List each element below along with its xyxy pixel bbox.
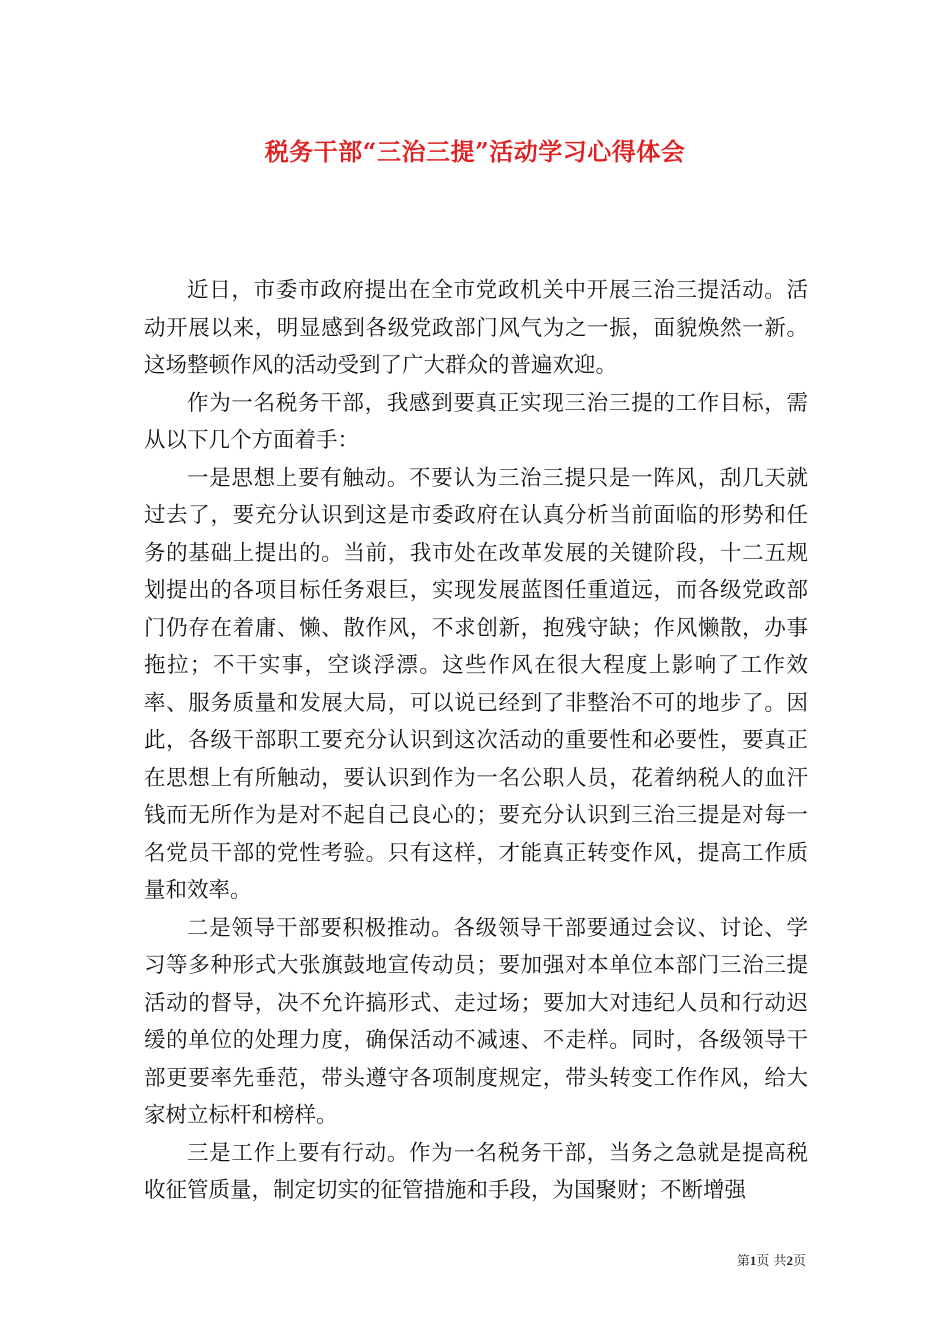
- paragraph-3: 一是思想上要有触动。不要认为三治三提只是一阵风，刮几天就过去了，要充分认识到这是市委政府在认真分析当前面临的形势和任务的基础上提出的。当前，我市处在改革发展的关键阶段，十二五规划提出的各项目标任务艰巨，实现发展蓝图任重道远，而各级党政部门仍存在着庸、懒、散作风，不求创新，抱残守缺；作风懒散，办事拖拉；不干实事，空谈浮漂。这些作风在很大程度上影响了工作效率、服务质量和发展大局，可以说已经到了非整治不可的地步了。因此，各级干部职工要充分认识到这次活动的重要性和必要性，要真正在思想上有所触动，要认识到作为一名公职人员，花着纳税人的血汗钱而无所作为是对不起自己良心的；要充分认识到三治三提是对每一名党员干部的党性考验。只有这样，才能真正转变作风，提高工作质量和效率。: [144, 465, 808, 903]
- paragraph-5: 三是工作上要有行动。作为一名税务干部，当务之急就是提高税收征管质量，制定切实的征管措施和手段，为国聚财；不断增强: [144, 1140, 808, 1203]
- document-title: 税务干部“三治三提”活动学习心得体会: [264, 137, 686, 166]
- paragraph-4: 二是领导干部要积极推动。各级领导干部要通过会议、讨论、学习等多种形式大张旗鼓地宣传动员；要加强对本单位本部门三治三提活动的督导，决不允许搞形式、走过场；要加大对违纪人员和行动迟缓的单位的处理力度，确保活动不减速、不走样。同时，各级领导干部更要率先垂范，带头遵守各项制度规定，带头转变工作作风，给大家树立标杆和榜样。: [144, 915, 808, 1128]
- footer-current-page: 1: [749, 1253, 757, 1268]
- paragraph-1: 近日，市委市政府提出在全市党政机关中开展三治三提活动。活动开展以来，明显感到各级党政部门风气为之一振，面貌焕然一新。这场整顿作风的活动受到了广大群众的普遍欢迎。: [144, 278, 808, 378]
- footer-total-pages: 2: [786, 1253, 793, 1268]
- paragraph-2: 作为一名税务干部，我感到要真正实现三治三提的工作目标，需从以下几个方面着手：: [144, 390, 808, 453]
- footer-middle: 页 共: [756, 1254, 787, 1269]
- footer-suffix: 页: [792, 1254, 806, 1269]
- document-body: [144, 272, 808, 1210]
- footer-prefix: 第: [736, 1254, 750, 1269]
- page-footer: [737, 1250, 806, 1269]
